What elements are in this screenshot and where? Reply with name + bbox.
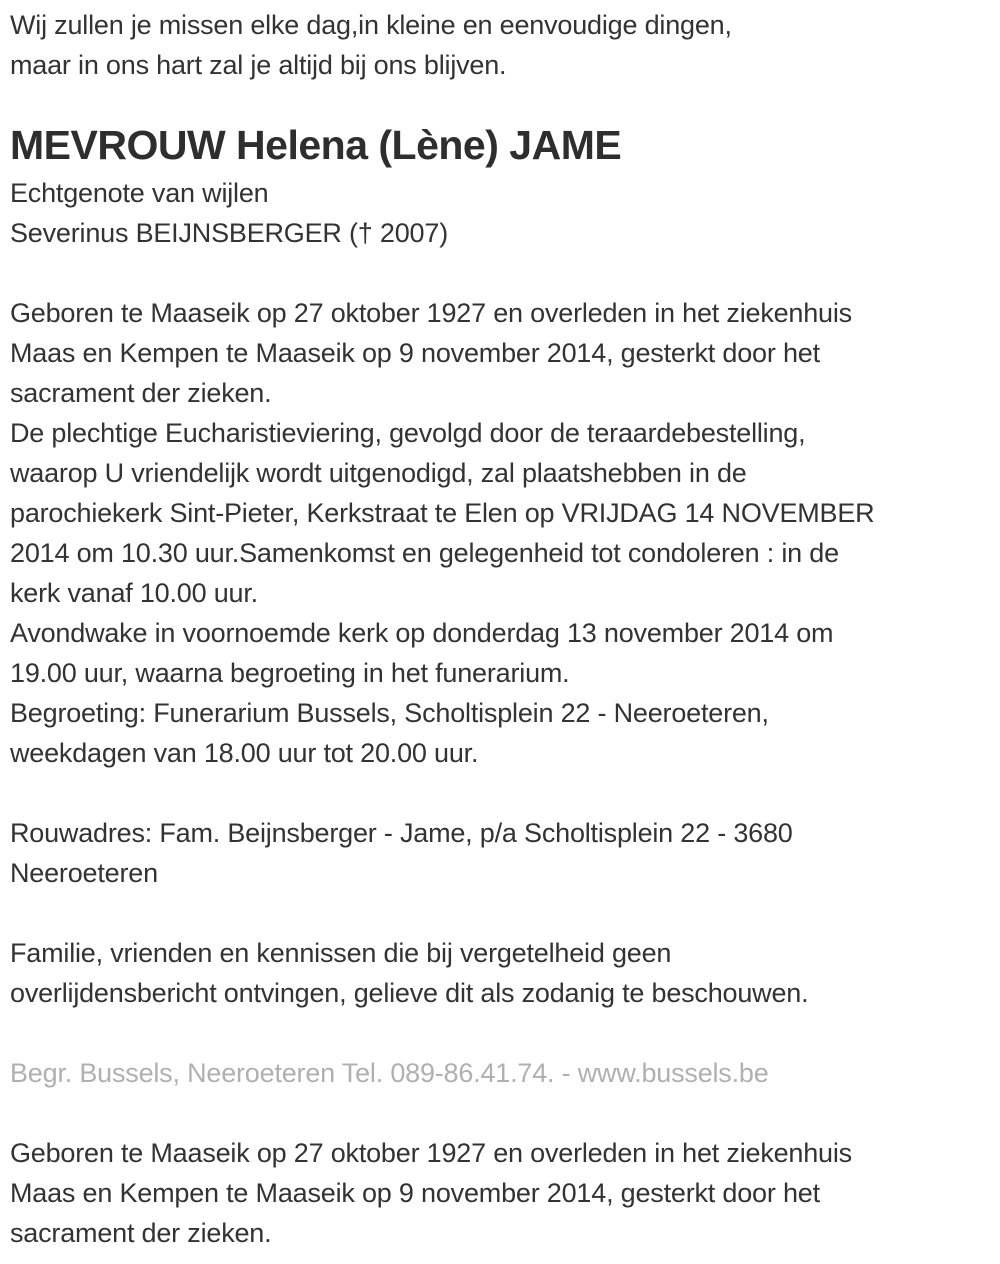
announcement-line: Avondwake in voornoemde kerk op donderdag 13 november 2014 om (10, 618, 834, 648)
deceased-relation (10, 173, 990, 253)
announcement-line: Geboren te Maaseik op 27 oktober 1927 en overleden in het ziekenhuis (10, 298, 852, 328)
birth-death-line: Geboren te Maaseik op 27 oktober 1927 en overleden in het ziekenhuis (10, 1138, 852, 1168)
announcement-line: parochiekerk Sint-Pieter, Kerkstraat te Elen op VRIJDAG 14 NOVEMBER (10, 498, 875, 528)
birth-death-repeat (10, 1133, 990, 1253)
birth-death-line: sacrament der zieken. (10, 1218, 272, 1248)
forgotten-notice (10, 933, 990, 1013)
birth-death-line: Maas en Kempen te Maaseik op 9 november 2014, gesterkt door het (10, 1178, 820, 1208)
forgotten-notice-line: Familie, vrienden en kennissen die bij vergetelheid geen (10, 938, 672, 968)
relation-line: Severinus BEIJNSBERGER († 2007) (10, 218, 448, 248)
announcement-line: 2014 om 10.30 uur.Samenkomst en gelegenheid tot condoleren : in de (10, 538, 839, 568)
relation-line: Echtgenote van wijlen (10, 178, 269, 208)
announcement-line: weekdagen van 18.00 uur tot 20.00 uur. (10, 738, 479, 768)
announcement-line: 19.00 uur, waarna begroeting in het funerarium. (10, 658, 570, 688)
announcement-line: kerk vanaf 10.00 uur. (10, 578, 258, 608)
intro-verse-line: maar in ons hart zal je altijd bij ons blijven. (10, 50, 507, 80)
undertaker-info (10, 1053, 990, 1093)
mourning-address-line: Neeroeteren (10, 858, 158, 888)
announcement-line: sacrament der zieken. (10, 378, 272, 408)
deceased-name-title: MEVROUW Helena (Lène) JAME (10, 122, 622, 168)
undertaker-contact-line: Begr. Bussels, Neeroeteren Tel. 089-86.41.74. - www.bussels.be (10, 1058, 769, 1088)
mourning-address (10, 813, 990, 893)
forgotten-notice-line: overlijdensbericht ontvingen, gelieve dit als zodanig te beschouwen. (10, 978, 809, 1008)
announcement-line: De plechtige Eucharistieviering, gevolgd door de teraardebestelling, (10, 418, 806, 448)
announcement-line: waarop U vriendelijk wordt uitgenodigd, zal plaatshebben in de (10, 458, 747, 488)
announcement-line: Maas en Kempen te Maaseik op 9 november 2014, gesterkt door het (10, 338, 820, 368)
mourning-address-line: Rouwadres: Fam. Beijnsberger - Jame, p/a Scholtisplein 22 - 3680 (10, 818, 793, 848)
intro-verse (10, 5, 990, 85)
announcement-line: Begroeting: Funerarium Bussels, Scholtisplein 22 - Neeroeteren, (10, 698, 769, 728)
intro-verse-line: Wij zullen je missen elke dag,in kleine en eenvoudige dingen, (10, 10, 732, 40)
funeral-announcement (10, 293, 990, 773)
